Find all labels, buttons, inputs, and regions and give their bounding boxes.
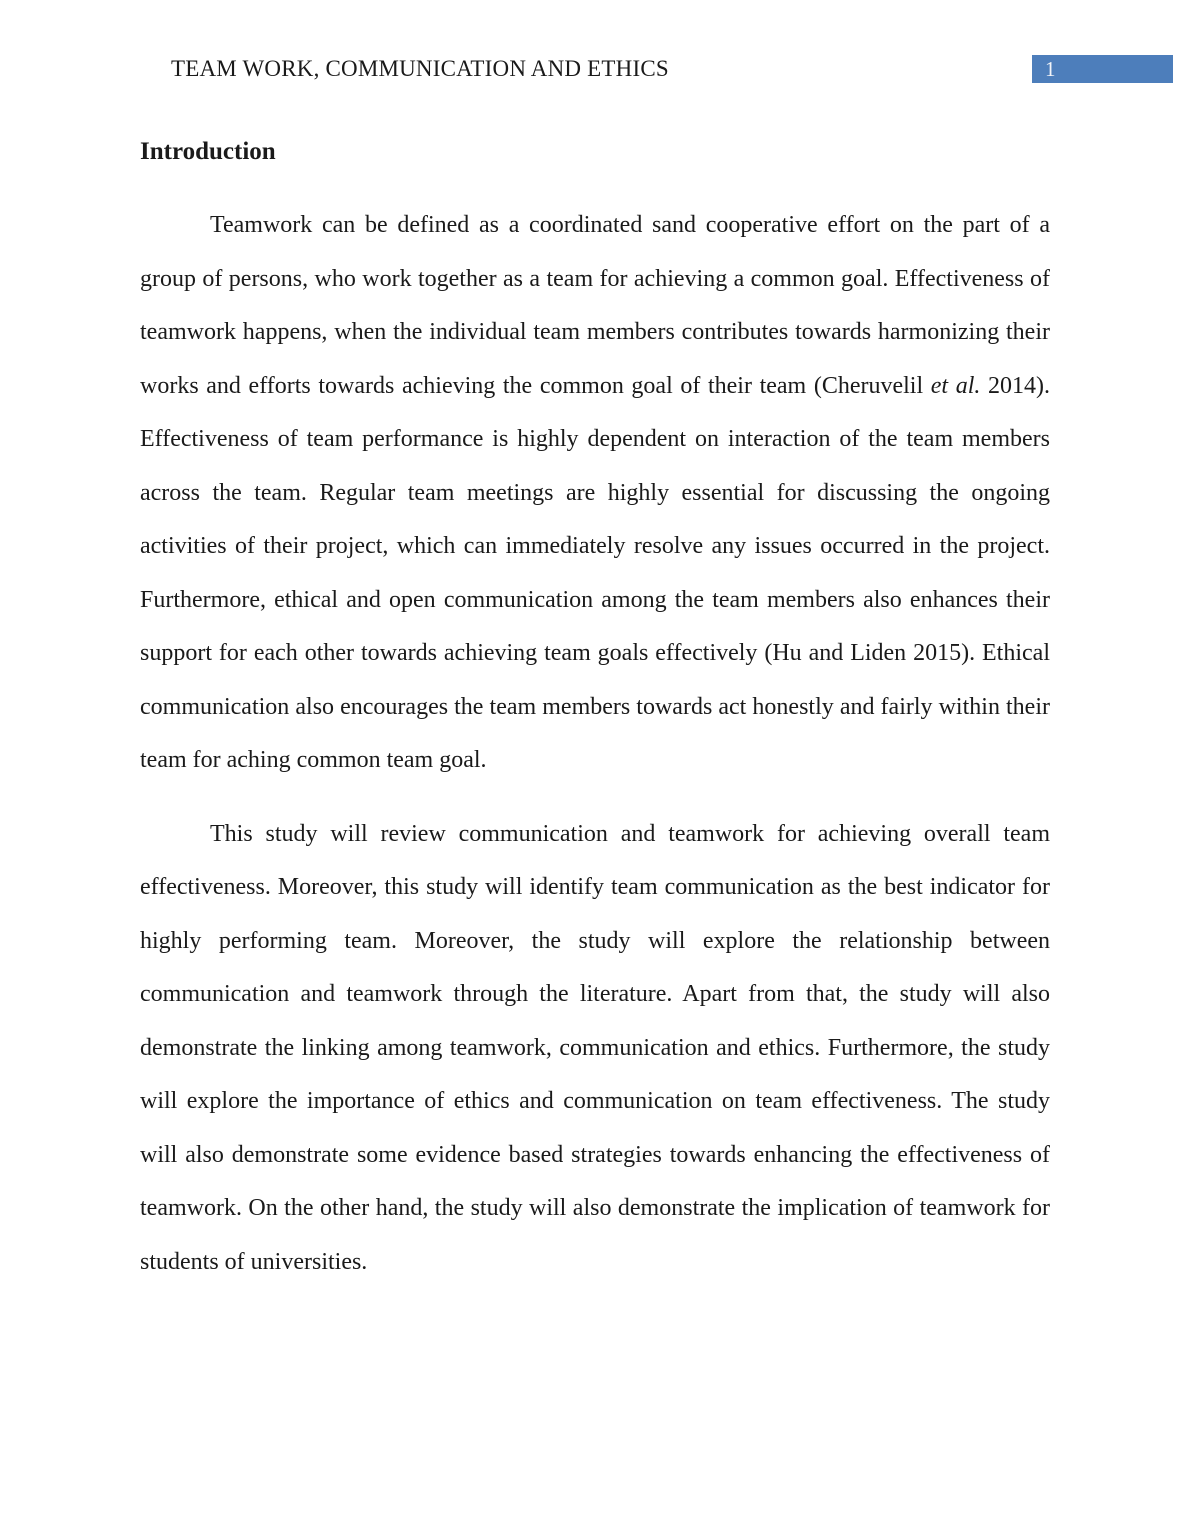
body-text-run: 2014). Effectiveness of team performance is highly dependent on interaction of the team members across the team. Regular team meetings are highly essential for discussing the ongoing activities of their project, which can immediately resolve any issues occurred in the project. Furthermore, ethical and open communication among the team members also enhances their support for each other towards achieving team goals effectively (Hu and Liden 2015). Ethical communication also encourages the team members towards act honestly and fairly within their team for aching common team goal. [140,372,1050,773]
page-number: 1 [1045,57,1056,81]
running-head: TEAM WORK, COMMUNICATION AND ETHICS [171,56,669,81]
page-header [0,55,1190,83]
paragraph [140,808,1050,1290]
paragraph [140,199,1050,788]
body-text-run: Teamwork can be defined as a coordinated sand cooperative effort on the part of a group of persons, who work together as a team for achieving a common goal. Effectiveness of teamwork happens, when the individual team members contributes towards harmonizing their works and efforts towards achieving the common goal of their team (Cheruvelil [140,212,1050,399]
italic-text: et al. [930,372,981,399]
section-heading: Introduction [140,138,276,165]
document-body [140,199,1050,1309]
body-text-run: This study will review communication and teamwork for achieving overall team effectiveness. Moreover, this study will identify team communication as the best indicator for highly performing team. Moreover, the study will explore the relationship between communication and teamwork through the literature. Apart from that, the study will also demonstrate the linking among teamwork, communication and ethics. Furthermore, the study will explore the importance of ethics and communication on team effectiveness. The study will also demonstrate some evidence based strategies towards enhancing the effectiveness of teamwork. On the other hand, the study will also demonstrate the implication of teamwork for students of universities. [140,820,1050,1275]
page-number-box [1032,55,1173,83]
